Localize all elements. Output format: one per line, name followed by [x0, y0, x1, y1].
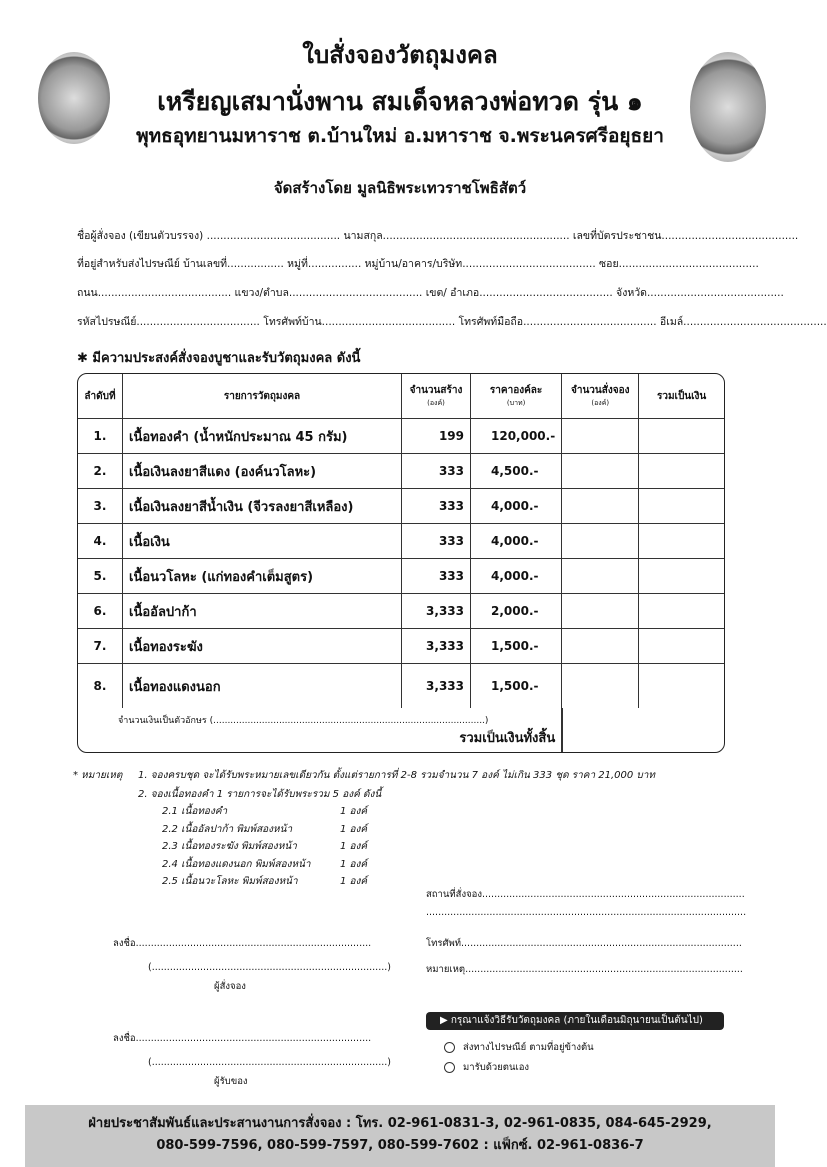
delivery-method-title: ▶ กรุณาแจ้งวิธีรับวัตถุมงคล (ภายในเดือนมิถุนายนเป็นต้นไป)	[426, 1012, 724, 1030]
row-qty-order[interactable]	[562, 664, 639, 708]
signature-orderer[interactable]: ลงชื่อ..............................................................................	[113, 938, 372, 949]
footer-line-1: ฝ่ายประชาสัมพันธ์และประสานงานการสั่งจอง : โทร. 02-961-0831-3, 02-961-0835, 084-645-2929,	[88, 1116, 712, 1131]
radio-icon[interactable]	[444, 1042, 455, 1053]
order-place-field[interactable]: สถานที่สั่งจอง.......................................................................................	[426, 889, 745, 900]
row-price: 120,000.-	[471, 419, 562, 454]
row-item: เนื้อนวโลหะ (แก่ทองคำเต็มสูตร)	[123, 559, 402, 594]
creator: จัดสร้างโดย มูลนิธิพระเทวราชโพธิสัตว์	[273, 179, 527, 197]
row-total[interactable]	[639, 524, 724, 559]
amulet-title: เหรียญเสมานั่งพาน สมเด็จหลวงพ่อทวด รุ่น ๑	[157, 87, 643, 116]
option-pickup[interactable]: มารับด้วยตนเอง	[444, 1060, 529, 1075]
row-qty-made: 3,333	[402, 664, 471, 708]
subnote-item: 2.5 เนื้อนวะโลหะ พิมพ์สองหน้า	[162, 876, 298, 887]
subnote-item: 2.4 เนื้อทองแดงนอก พิมพ์สองหน้า	[162, 858, 311, 870]
row-qty-made: 333	[402, 559, 471, 594]
receiver-role: ผู้รับของ	[214, 1076, 248, 1087]
contact-field[interactable]: รหัสไปรษณีย์..................................... โทรศัพท์บ้าน........................................ โทรศัพท์มือถือ........................................ อีเมล์...........................................	[77, 316, 827, 328]
row-qty-order[interactable]	[562, 419, 639, 454]
row-total[interactable]	[639, 664, 724, 708]
grand-total-value[interactable]	[562, 708, 724, 752]
row-total[interactable]	[639, 594, 724, 629]
row-qty-made: 333	[402, 454, 471, 489]
row-no: 2.	[78, 454, 123, 489]
subnote-qty: 1 องค์	[340, 806, 368, 817]
grand-total-label: รวมเป็นเงินทั้งสิ้น	[459, 730, 556, 746]
note-1: 1. จองครบชุด จะได้รับพระหมายเลขเดียวกัน ตั้งแต่รายการที่ 2-8 รวมจำนวน 7 องค์ ไม่เกิน 333 ชุด ราคา 21,000 บาท	[138, 770, 655, 781]
subnote-qty: 1 องค์	[340, 858, 368, 870]
row-item: เนื้อเงินลงยาสีน้ำเงิน (จีวรลงยาสีเหลือง)	[123, 489, 402, 524]
row-no: 1.	[78, 419, 123, 454]
row-no: 5.	[78, 559, 123, 594]
table-row	[78, 629, 724, 664]
row-total[interactable]	[639, 559, 724, 594]
address-field[interactable]: ที่อยู่สำหรับส่งไปรษณีย์ บ้านเลขที่................. หมู่ที่................ หมู่บ้าน/อาคาร/บริษัท........................................ ซอย..........................................	[77, 258, 759, 270]
table-row	[78, 419, 724, 454]
col-no: ลำดับที่	[78, 374, 123, 419]
subnote-item: 2.1 เนื้อทองคำ	[162, 806, 228, 817]
amount-in-words[interactable]: จำนวนเงินเป็นตัวอักษร (...............................................................................................) รวมเป็นเงินทั้งสิ้น	[78, 708, 562, 752]
col-item: รายการวัตถุมงคล	[123, 374, 402, 419]
subnote-qty: 1 องค์	[340, 876, 368, 887]
contact-footer	[25, 1105, 775, 1167]
subnote-item: 2.3 เนื้อทองระฆัง พิมพ์สองหน้า	[162, 841, 297, 852]
phone-field[interactable]: โทรศัพท์.............................................................................................	[426, 938, 742, 949]
option-post[interactable]: ส่งทางไปรษณีย์ ตามที่อยู่ข้างต้น	[444, 1040, 594, 1055]
orderer-name[interactable]: (..............................................................................)	[148, 962, 391, 973]
row-qty-made: 3,333	[402, 629, 471, 664]
table-row	[78, 559, 724, 594]
form-title: ใบสั่งจองวัตถุมงคล	[302, 41, 498, 69]
row-item: เนื้อทองระฆัง	[123, 629, 402, 664]
table-row	[78, 664, 724, 708]
table-row	[78, 454, 724, 489]
row-total[interactable]	[639, 454, 724, 489]
name-field[interactable]: ชื่อผู้สั่งจอง (เขียนตัวบรรจง) ........................................ นามสกุล........................................................ เลขที่บัตรประชาชน.........................................	[77, 230, 799, 242]
intro-text: ✱ มีความประสงค์สั่งจองบูชาและรับวัตถุมงคล ดังนี้	[77, 351, 361, 366]
row-price: 1,500.-	[471, 664, 562, 708]
orderer-role: ผู้สั่งจอง	[214, 981, 246, 992]
row-total[interactable]	[639, 489, 724, 524]
col-qty-order: จำนวนสั่งจอง (องค์)	[562, 374, 639, 419]
order-table	[77, 373, 725, 753]
row-qty-order[interactable]	[562, 629, 639, 664]
row-item: เนื้อเงินลงยาสีแดง (องค์นวโลหะ)	[123, 454, 402, 489]
col-qty-made: จำนวนสร้าง (องค์)	[402, 374, 471, 419]
row-qty-made: 199	[402, 419, 471, 454]
row-price: 4,500.-	[471, 454, 562, 489]
note-label: * หมายเหตุ	[73, 770, 123, 781]
radio-icon[interactable]	[444, 1062, 455, 1073]
row-price: 4,000.-	[471, 489, 562, 524]
row-no: 7.	[78, 629, 123, 664]
row-qty-made: 333	[402, 489, 471, 524]
row-qty-order[interactable]	[562, 454, 639, 489]
row-total[interactable]	[639, 629, 724, 664]
table-row	[78, 524, 724, 559]
row-qty-order[interactable]	[562, 559, 639, 594]
row-qty-order[interactable]	[562, 524, 639, 559]
subnote-qty: 1 องค์	[340, 823, 368, 835]
receiver-name[interactable]: (..............................................................................)	[148, 1057, 391, 1068]
row-no: 4.	[78, 524, 123, 559]
row-item: เนื้ออัลปาก้า	[123, 594, 402, 629]
signature-receiver[interactable]: ลงชื่อ..............................................................................	[113, 1033, 372, 1044]
row-price: 4,000.-	[471, 559, 562, 594]
row-price: 2,000.-	[471, 594, 562, 629]
table-footer	[78, 708, 724, 752]
row-price: 4,000.-	[471, 524, 562, 559]
row-item: เนื้อทองคำ (น้ำหนักประมาณ 45 กรัม)	[123, 419, 402, 454]
row-qty-made: 3,333	[402, 594, 471, 629]
row-total[interactable]	[639, 419, 724, 454]
col-price: ราคาองค์ละ (บาท)	[471, 374, 562, 419]
table-header	[78, 374, 724, 419]
row-no: 6.	[78, 594, 123, 629]
row-qty-order[interactable]	[562, 594, 639, 629]
note-2: 2. จองเนื้อทองคำ 1 รายการจะได้รับพระรวม 5 องค์ ดังนี้	[138, 789, 382, 800]
row-item: เนื้อทองแดงนอก	[123, 664, 402, 708]
table-row	[78, 594, 724, 629]
subnote-item: 2.2 เนื้ออัลปาก้า พิมพ์สองหน้า	[162, 823, 293, 835]
row-qty-made: 333	[402, 524, 471, 559]
row-item: เนื้อเงิน	[123, 524, 402, 559]
row-price: 1,500.-	[471, 629, 562, 664]
subnote-qty: 1 องค์	[340, 841, 368, 852]
row-no: 3.	[78, 489, 123, 524]
intro-label: มีความประสงค์สั่งจองบูชาและรับวัตถุมงคล ดังนี้	[92, 351, 361, 366]
table-row	[78, 489, 724, 524]
remark-field[interactable]: หมายเหตุ............................................................................................	[426, 964, 743, 975]
col-total: รวมเป็นเงิน	[639, 374, 724, 419]
location: พุทธอุทยานมหาราช ต.บ้านใหม่ อ.มหาราช จ.พระนครศรีอยุธยา	[136, 125, 664, 147]
order-place-extra[interactable]: ..........................................................................................................	[426, 907, 747, 918]
footer-line-2: 080-599-7596, 080-599-7597, 080-599-7602 : แฟ็กซ์. 02-961-0836-7	[156, 1138, 644, 1153]
row-qty-order[interactable]	[562, 489, 639, 524]
row-no: 8.	[78, 664, 123, 708]
district-field[interactable]: ถนน........................................ แขวง/ตำบล........................................ เขต/ อำเภอ........................................ จังหวัด.........................................	[77, 287, 784, 299]
